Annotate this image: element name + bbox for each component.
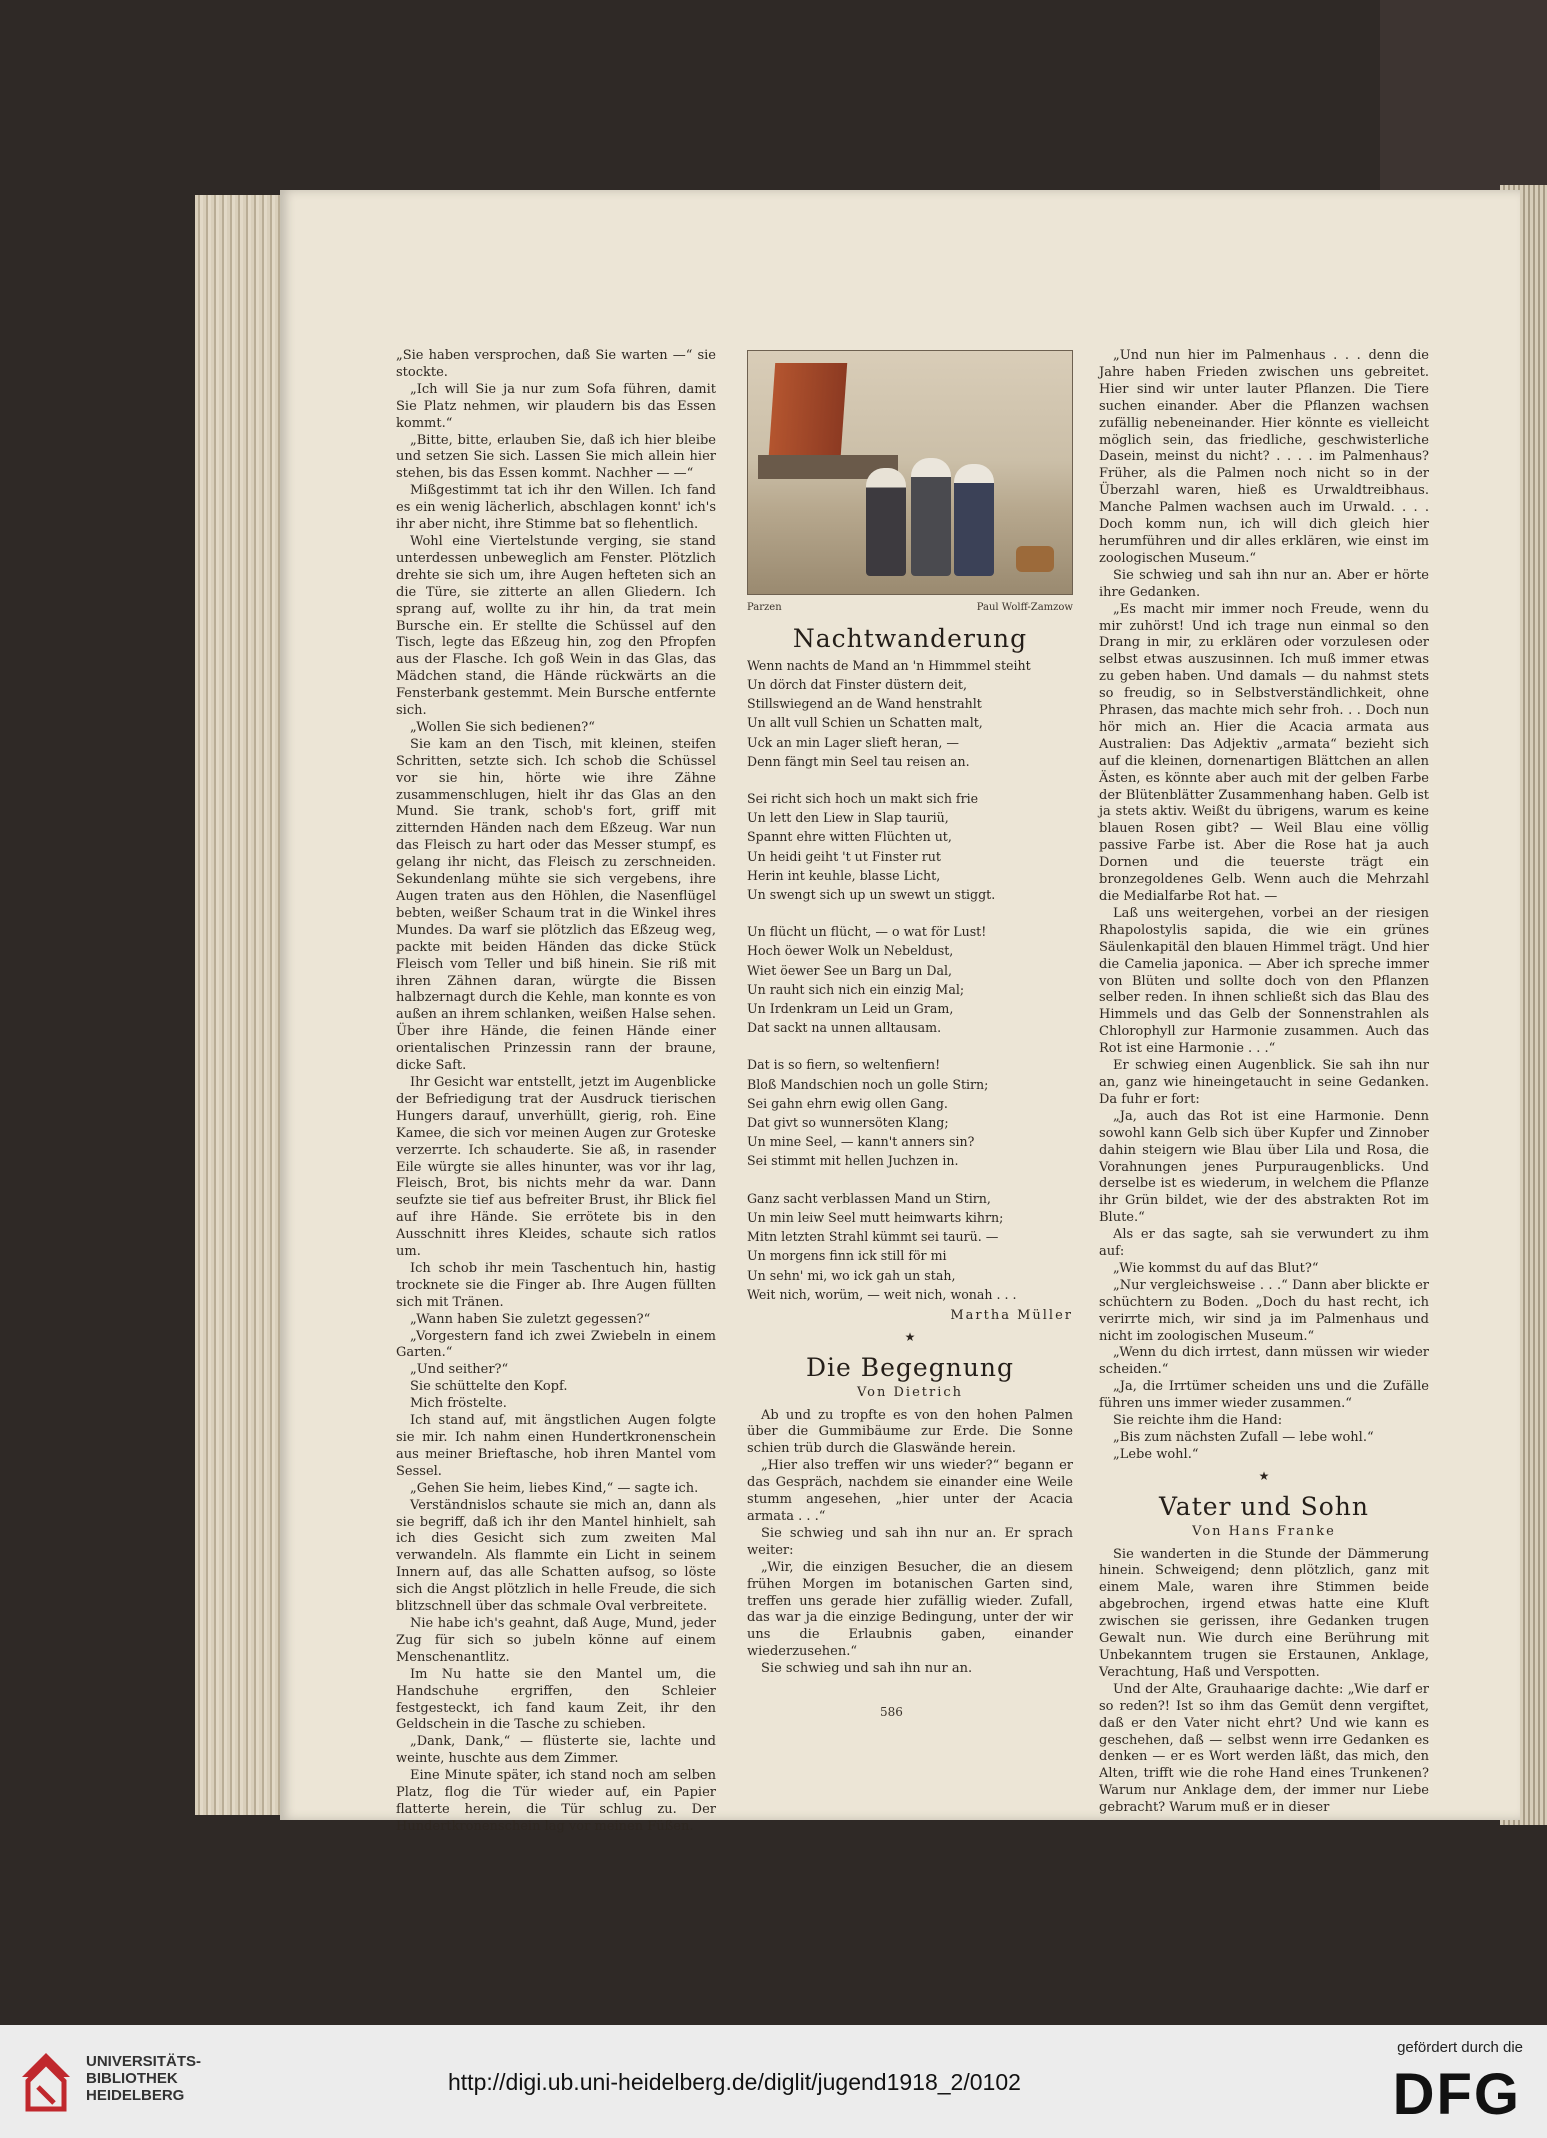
woman-figure bbox=[911, 458, 951, 576]
woman-figure bbox=[866, 468, 906, 576]
left-column bbox=[396, 348, 716, 1836]
paragraph: „Ja, auch das Rot ist eine Harmonie. Denn sowohl kann Gelb sich über Kupfer und Zinnober dahin steigern wie Blau über Lila und Rosa, die Vorahnungen jenes Purpuraugenblicks. Und derselbe ist es wiederum, in welchem die Pflanze ihr Grün bildet, wie der des abstrakten Rot im Blute.“ bbox=[1099, 1108, 1429, 1226]
paragraph: Nie habe ich's geahnt, daß Auge, Mund, jeder Zug für sich so jubeln könne auf einem Menschenantlitz. bbox=[396, 1615, 716, 1665]
poem-stanza bbox=[747, 656, 1073, 771]
paragraph: „Lebe wohl.“ bbox=[1113, 1446, 1199, 1462]
paragraph: Ich schob ihr mein Taschentuch hin, hastig trocknete sie die Finger ab. Ihre Augen füllten sich mit Tränen. bbox=[396, 1260, 716, 1310]
poem-line: Herin int keuhle, blasse Licht, bbox=[747, 867, 941, 883]
permalink-url[interactable]: http://digi.ub.uni-heidelberg.de/diglit/jugend1918_2/0102 bbox=[448, 2069, 1021, 2095]
paragraph: „Bitte, bitte, erlauben Sie, daß ich hier bleibe und setzen Sie sich. Lassen Sie mich allein hier stehen, bis das Essen kommt. Nachher — —“ bbox=[396, 432, 716, 482]
paragraph: Mich fröstelte. bbox=[410, 1396, 507, 1412]
dfg-logo[interactable]: DFG bbox=[1392, 2062, 1521, 2127]
paragraph: „Nur vergleichsweise . . .“ Dann aber blickte er schüchtern zu Boden. „Doch du hast recht, ich verirrte mich, wir sind ja im Palmenhaus und nicht im zoologischen Museum.“ bbox=[1099, 1277, 1429, 1344]
paragraph: „Ich will Sie ja nur zum Sofa führen, damit Sie Platz nehmen, wir plaudern bis das Essen kommt.“ bbox=[396, 381, 716, 431]
woman-figure bbox=[954, 464, 994, 576]
paragraph: Eine Minute später, ich stand noch am selben Platz, flog die Tür wieder auf, ein Papier flatterte herein, die Tür schlug zu. Der Hundertkronenschein lag vor meinen Füßen. bbox=[396, 1768, 716, 1834]
paragraph: „Hier also treffen wir uns wieder?“ begann er das Gespräch, nachdem sie einander eine Weile stumm angesehen, „hier unter der Acacia armata . . .“ bbox=[747, 1458, 1073, 1524]
library-name-line: UNIVERSITÄTS- bbox=[86, 2053, 202, 2070]
book-cloth-corner bbox=[1380, 0, 1547, 190]
illustration-caption bbox=[747, 600, 1073, 617]
paragraph: Laß uns weitergehen, vorbei an der riesigen Rhapolostylis sapida, die wie ein grünes Säulenkapitäl den blauen Himmel trägt. Und hier die Camelia japonica. — Aber ich spreche immer von Blüten und sollte doch von den Pflanzen selber reden. In ihnen schließt sich das Blau des Himmels und das Gelb der Sonnenstrahlen als Chlorophyll zur Harmonie zusammen. Auch das Rot ist eine Harmonie . . .“ bbox=[1099, 905, 1429, 1057]
story-title: Die Begegnung bbox=[805, 1352, 1015, 1382]
paragraph: „Ja, die Irrtümer scheiden uns und die Zufälle führen uns immer wieder zusammen.“ bbox=[1099, 1379, 1429, 1412]
poem-stanza bbox=[747, 922, 1073, 1037]
university-library-logo-icon[interactable] bbox=[18, 2047, 74, 2113]
poem-line: Sei richt sich hoch un makt sich frie bbox=[747, 791, 979, 807]
paragraph: Und der Alte, Grauhaarige dachte: „Wie darf er so reden?! Ist so ihm das Gemüt denn vergiftet, daß er den Vater nicht ehrt? Und wie kann es geschehen, daß — selbst wenn irre Gedanken es denken — er es Wort werden läßt, das mich, den Alten, trifft wie die rohe Hand eines Trunkenen? Warum nur Anklage dem, der immer nur Liebe gebracht? Warum muß er in dieser bbox=[1099, 1681, 1429, 1816]
section-divider-star: ★ bbox=[904, 1329, 916, 1344]
paragraph: „Wie kommst du auf das Blut?“ bbox=[1113, 1260, 1319, 1276]
right-column bbox=[1099, 348, 1429, 1817]
library-name[interactable] bbox=[86, 2053, 201, 2104]
poem-line: Un allt vull Schien un Schatten malt, bbox=[747, 715, 983, 731]
poem-line: Hoch öewer Wolk un Nebeldust, bbox=[747, 943, 954, 959]
paragraph: Im Nu hatte sie den Mantel um, die Handschuhe ergriffen, den Schleier festgesteckt, ich fand kaum Zeit, ihr den Geldschein in die Tasche zu schieben. bbox=[396, 1666, 716, 1733]
viewer-footer bbox=[0, 2025, 1547, 2138]
poem-line: Sei stimmt mit hellen Juchzen in. bbox=[747, 1153, 959, 1169]
paragraph: „Wir, die einzigen Besucher, die an diesem frühen Morgen im botanischen Garten sind, treffen uns gerade hier zufällig wieder. Zufall, das war ja die einzige Bedingung, unter der wir uns die Erlaubnis gaben, einander wiederzusehen.“ bbox=[747, 1559, 1073, 1660]
poem-author: Martha Müller bbox=[950, 1307, 1073, 1323]
paragraph: „Sie haben versprochen, daß Sie warten —“ sie stockte. bbox=[396, 348, 716, 380]
poem-line: Un rauht sich nich ein einzig Mal; bbox=[747, 981, 965, 997]
poem-line: Un flücht un flücht, — o wat för Lust! bbox=[747, 924, 987, 940]
poem-line: Un sehn' mi, wo ick gah un stah, bbox=[747, 1267, 956, 1283]
paragraph: Ihr Gesicht war entstellt, jetzt im Augenblicke der Befriedigung trat der Ausdruck tierischen Hungers darauf, unverhüllt, gierig, roh. Eine Kamee, die sich vor meinen Augen zur Groteske verzerrte. Ich schauderte. Sie aß, in rasender Eile würgte sie alles hinunter, was vor ihr lag, Fleisch, Brot, bis nichts mehr da war. Dann seufzte sie tief aus befreiter Brust, ihr Blick fiel auf ihre Hände. Sie errötete bis in den Ausschnitt ihres Kleides, schaute sich ratlos um. bbox=[396, 1074, 716, 1260]
poem-line: Un heidi geiht 't ut Finster rut bbox=[747, 848, 941, 864]
paragraph: „Bis zum nächsten Zufall — lebe wohl.“ bbox=[1113, 1430, 1374, 1445]
poem-line: Un morgens finn ick still för mi bbox=[747, 1248, 947, 1264]
paragraph: Ab und zu tropfte es von den hohen Palmen über die Gummibäume zur Erde. Die Sonne schien trüb durch die Glaswände herein. bbox=[747, 1407, 1073, 1457]
paragraph: Sie wanderten in die Stunde der Dämmerung hinein. Schweigend; denn plötzlich, ganz mit einem Male, waren ihre Stimmen beide abgebrochen, irgend etwas hatte eine Kluft zwischen sie gerissen, ihre Gedanken trugen Gewalt nun. Wie durch eine Berührung mit Unbekanntem trugen sie Erstaunen, Anklage, Verachtung, Haß und Verspotten. bbox=[1099, 1546, 1429, 1680]
library-name-line: BIBLIOTHEK bbox=[86, 2070, 178, 2087]
poem-line: Dat givt so wunnersöten Klang; bbox=[747, 1115, 949, 1131]
paragraph: „Wann haben Sie zuletzt gegessen?“ bbox=[410, 1311, 651, 1327]
paragraph: Ich stand auf, mit ängstlichen Augen folgte sie mir. Ich nahm einen Hundertkronenschein aus meiner Brieftasche, hob ihren Mantel vom Sessel. bbox=[396, 1413, 716, 1479]
middle-column bbox=[747, 350, 1073, 1678]
story-title: Vater und Sohn bbox=[1159, 1491, 1369, 1521]
page-number: 586 bbox=[880, 1705, 903, 1719]
paragraph: „Es macht mir immer noch Freude, wenn du mir zuhörst! Und ich trage nun einmal so den Drang in mir, zu erklären oder vorzulesen oder selbst etwas auszusinnen. Ich muß immer etwas zu geben haben. Und damals — du nahmst stets so freudig, so in Selbstverständlichkeit, ohne Phrasen, das machte mich sehr froh. . . Doch nun hör mich an. Hier die Acacia armata aus Australien: Das Adjektiv „armata“ bezieht sich auf die kleinen, dornenartigen Blättchen an allen Ästen, es könnte aber auch mit der gelben Farbe der Blütenblätter Zusammenhang haben. Gelb ist ja stets aktiv. Weißt du übrigens, warum es keine blauen Rosen gibt? — Weil Blau eine völlig passive Farbe ist. Aber die Rose hat ja auch Dornen und die teuerste trägt ein bronzegoldenes Gelb. Wenn auch die Mehrzahl die Medialfarbe Rot hat. — bbox=[1099, 601, 1429, 904]
library-name-line: HEIDELBERG bbox=[86, 2087, 185, 2104]
illustration-parzen bbox=[747, 350, 1073, 595]
poem-body bbox=[747, 656, 1073, 1304]
poem-stanza bbox=[747, 789, 1073, 904]
paragraph: „Wenn du dich irrtest, dann müssen wir wieder scheiden.“ bbox=[1099, 1345, 1429, 1378]
paragraph: „Wollen Sie sich bedienen?“ bbox=[410, 719, 595, 735]
paragraph: Sie reichte ihm die Hand: bbox=[1113, 1413, 1283, 1429]
poem-line: Weit nich, worüm, — weit nich, wonah . . . bbox=[747, 1286, 1017, 1302]
poem-line: Bloß Mandschien noch un golle Stirn; bbox=[747, 1076, 989, 1092]
poem-line: Stillswiegend an de Wand henstrahlt bbox=[747, 696, 982, 712]
paragraph: Mißgestimmt tat ich ihr den Willen. Ich fand es ein wenig lächerlich, abschlagen konnt' ich's ihr aber nicht, ihre Stimme bat so flehentlich. bbox=[396, 483, 716, 533]
paragraph: Er schwieg einen Augenblick. Sie sah ihn nur an, ganz wie hineingetaucht in seine Gedanken. Da fuhr er fort: bbox=[1099, 1058, 1429, 1107]
poem-line: Denn fängt min Seel tau reisen an. bbox=[747, 753, 970, 769]
poem-line: Uck an min Lager slieft heran, — bbox=[747, 734, 959, 750]
poem-title: Nachtwanderung bbox=[792, 623, 1028, 653]
basket bbox=[1016, 546, 1054, 572]
poem-line: Spannt ehre witten Flüchten ut, bbox=[747, 829, 952, 845]
poem-stanza bbox=[747, 1055, 1073, 1170]
funded-by-label: gefördert durch die bbox=[1397, 2039, 1523, 2056]
paragraph: „Und seither?“ bbox=[410, 1362, 509, 1378]
paragraph: „Gehen Sie heim, liebes Kind,“ — sagte ich. bbox=[410, 1480, 699, 1496]
poem-line: Un lett den Liew in Slap tauriü, bbox=[747, 810, 949, 826]
paragraph: „Vorgestern fand ich zwei Zwiebeln in einem Garten.“ bbox=[396, 1328, 716, 1361]
poem-line: Un swengt sich up un swewt un stiggt. bbox=[747, 887, 996, 903]
paragraph: Sie schüttelte den Kopf. bbox=[410, 1379, 568, 1395]
paragraph: Sie schwieg und sah ihn nur an. bbox=[761, 1661, 973, 1677]
section-divider-star: ★ bbox=[1258, 1468, 1270, 1483]
paragraph: Sie schwieg und sah ihn nur an. Aber er hörte ihre Gedanken. bbox=[1099, 567, 1429, 600]
poem-line: Sei gahn ehrn ewig ollen Gang. bbox=[747, 1095, 948, 1111]
paragraph: Sie schwieg und sah ihn nur an. Er sprach weiter: bbox=[747, 1525, 1073, 1558]
paragraph: Verständnislos schaute sie mich an, dann als sie begriff, daß ich ihr den Mantel hinhielt, sah ich dies Gesicht sich zum zweiten Mal verwandeln. Als flammte ein Licht in seinem Innern auf, das alle Schatten aufsog, so löste sich die Angst plötzlich in helle Freude, die sich blitzschnell über das schmale Oval verbreitete. bbox=[396, 1497, 716, 1615]
poem-line: Un dörch dat Finster düstern deit, bbox=[747, 677, 967, 693]
caption-artist: Paul Wolff-Zamzow bbox=[976, 602, 1073, 613]
poem-line: Un Irdenkram un Leid un Gram, bbox=[747, 1001, 954, 1017]
poem-line: Dat is so fiern, so weltenfiern! bbox=[747, 1057, 941, 1073]
page-edges-left bbox=[195, 195, 290, 1815]
paragraph: Wohl eine Viertelstunde verging, sie stand unterdessen unbeweglich am Fenster. Plötzlich drehte sie sich um, ihre Augen hefteten sich an die Türe, sie zitterte an allen Gliedern. Ich sprang auf, wollte zu ihr hin, da trat mein Bursche ein. Er stellte die Schüssel auf den Tisch, legte das Eßzeug hin, zog den Pfropfen aus der Flasche. Ich goß Wein in das Glas, das Mädchen stand, die Hände rückwärts an die Fensterbank gestemmt. Mein Bursche entfernte sich. bbox=[396, 533, 716, 719]
paragraph: „Und nun hier im Palmenhaus . . . denn die Jahre haben Frieden zwischen uns gebreitet. Hier sind wir unter lauter Pflanzen. Die Tiere suchen einander. Aber die Pflanzen wachsen zufällig nebeneinander. Hier könnte es vielleicht möglich sein, das friedliche, geschwisterliche Dasein, meinst du nicht? . . . . im Palmenhaus? Früher, als die Palmen noch nicht so in der Überzahl waren, hieß es Urwaldtreibhaus. Manche Palmen wachsen auch im Urwald. . . . Doch komm nun, ich will dich gleich hier herumführen und dir alles erklären, wie einst im zoologischen Museum.“ bbox=[1099, 348, 1429, 566]
poem-line: Un mine Seel, — kann't anners sin? bbox=[747, 1134, 975, 1150]
poem-line: Wenn nachts de Mand an 'n Himmmel steiht bbox=[747, 657, 1031, 673]
paragraph: Sie kam an den Tisch, mit kleinen, steifen Schritten, setzte sich. Ich schob die Schüssel vor sie hin, hörte wie ihre Zähne zusammenschlugen, hielt ihr das Glas an den Mund. Sie trank, schob's fort, griff mit zitternden Händen nach dem Eßzeug. War nun das Fleisch zu hart oder das Messer stumpf, es gelang ihr nicht, das Fleisch zu zerschneiden. Sekundenlang mühte sie sich vergebens, ihre Augen traten aus den Höhlen, die Nasenflügel bebten, weißer Schaum trat in die Winkel ihres Mundes. Da warf sie plötzlich das Eßzeug weg, packte mit beiden Händen das dicke Stück Fleisch vom Teller und biß hinein. Sie riß mit ihren Zähnen daran, würgte die Bissen halbzernagt durch die Kehle, man konnte es von außen an ihrem schlanken, weißen Halse sehen. Über ihre Hände, die feinen Hände einer orientalischen Prinzessin rann der braune, dicke Saft. bbox=[396, 736, 716, 1074]
story-byline: Von Dietrich bbox=[856, 1384, 964, 1400]
caption-title: Parzen bbox=[747, 602, 782, 613]
poem-line: Mitn letzten Strahl kümmt sei taurü. — bbox=[747, 1229, 999, 1245]
paragraph: Als er das sagte, sah sie verwundert zu ihm auf: bbox=[1099, 1227, 1429, 1260]
poem-line: Wiet öewer See un Barg un Dal, bbox=[747, 962, 953, 978]
paragraph: „Dank, Dank,“ — flüsterte sie, lachte und weinte, huschte aus dem Zimmer. bbox=[396, 1734, 716, 1767]
poem-line: Un min leiw Seel mutt heimwarts kihrn; bbox=[747, 1209, 1004, 1225]
poem-line: Ganz sacht verblassen Mand un Stirn, bbox=[747, 1190, 991, 1206]
poem-stanza bbox=[747, 1189, 1073, 1304]
story-byline: Von Hans Franke bbox=[1192, 1523, 1336, 1539]
boat-sail bbox=[769, 363, 847, 455]
poem-line: Dat sackt na unnen alltausam. bbox=[747, 1020, 942, 1036]
